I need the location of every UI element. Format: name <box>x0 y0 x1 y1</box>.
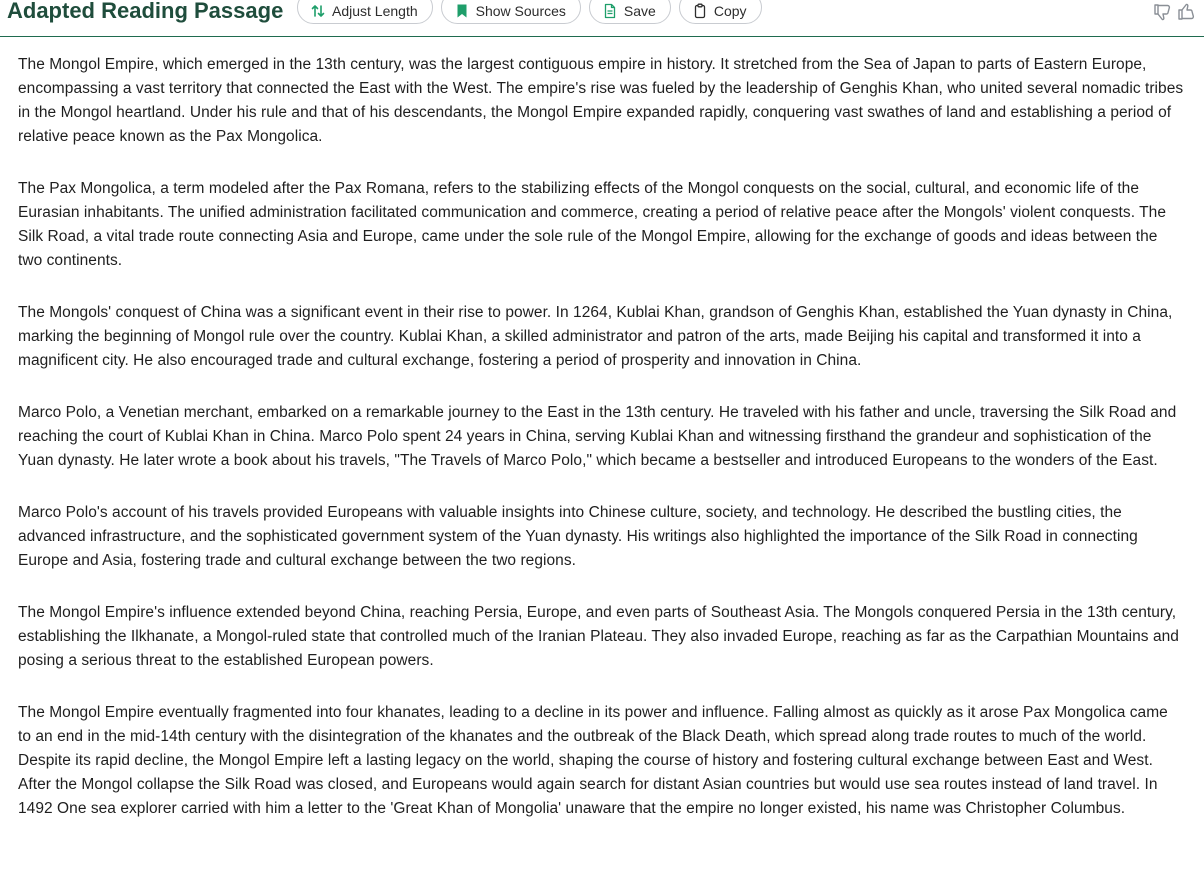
show-sources-label: Show Sources <box>475 2 566 19</box>
passage-paragraph: Marco Polo, a Venetian merchant, embarked on a remarkable journey to the East in the 13th century. He traveled with his father and uncle, traversing the Silk Road and reaching the court of Kublai Khan in China. Marco Polo spent 24 years in China, serving Kublai Khan and witnessing firsthand the grandeur and sophistication of the Yuan dynasty. He later wrote a book about his travels, "The Travels of Marco Polo," which became a bestseller and introduced Europeans to the wonders of the East. <box>18 404 1177 469</box>
passage-header <box>0 0 1204 37</box>
feedback-controls <box>1152 1 1198 23</box>
adjust-length-label: Adjust Length <box>332 2 418 19</box>
copy-button[interactable] <box>679 0 762 24</box>
save-label: Save <box>623 2 656 19</box>
passage-paragraph: The Mongol Empire, which emerged in the 13th century, was the largest contiguous empire in history. It stretched from the Sea of Japan to parts of Eastern Europe, encompassing a vast territory that connected the East with the West. The empire's rise was fueled by the leadership of Genghis Khan, who united several nomadic tribes in the Mongol heartland. Under his rule and that of his descendants, the Mongol Empire expanded rapidly, conquering vast swathes of land and establishing a period of relative peace known as the Pax Mongolica. <box>18 56 1184 145</box>
clipboard-icon <box>692 3 708 19</box>
passage-paragraph: The Pax Mongolica, a term modeled after the Pax Romana, refers to the stabilizing effects of the Mongol conquests on the social, cultural, and economic life of the Eurasian inhabitants. The unified administration facilitated communication and commerce, creating a period of relative peace after the Mongols' violent conquests. The Silk Road, a vital trade route connecting Asia and Europe, came under the sole rule of the Mongol Empire, allowing for the exchange of goods and ideas between the two continents. <box>18 180 1166 269</box>
adjust-length-button[interactable] <box>297 0 433 24</box>
document-icon <box>602 3 618 19</box>
up-down-arrows-icon <box>310 3 326 19</box>
show-sources-button[interactable] <box>441 0 581 24</box>
thumbs-up-icon[interactable] <box>1176 1 1198 23</box>
copy-label: Copy <box>713 2 747 19</box>
page-title: Adapted Reading Passage <box>7 0 284 23</box>
passage-paragraph: The Mongols' conquest of China was a significant event in their rise to power. In 1264, Kublai Khan, grandson of Genghis Khan, established the Yuan dynasty in China, marking the beginning of Mongol rule over the country. Kublai Khan, a skilled administrator and patron of the arts, made Beijing his capital and transformed it into a magnificent city. He also encouraged trade and cultural exchange, fostering a period of prosperity and innovation in China. <box>18 304 1173 369</box>
thumbs-down-icon[interactable] <box>1152 1 1174 23</box>
bookmark-icon <box>454 3 470 19</box>
passage-paragraph: Marco Polo's account of his travels provided Europeans with valuable insights into Chinese culture, society, and technology. He described the bustling cities, the advanced infrastructure, and the sophisticated government system of the Yuan dynasty. His writings also highlighted the importance of the Silk Road in connecting Europe and Asia, fostering trade and cultural exchange between the two regions. <box>18 504 1138 569</box>
save-button[interactable] <box>589 0 671 24</box>
reading-passage <box>18 53 1184 849</box>
passage-paragraph: The Mongol Empire's influence extended beyond China, reaching Persia, Europe, and even parts of Southeast Asia. The Mongols conquered Persia in the 13th century, establishing the Ilkhanate, a Mongol-ruled state that controlled much of the Iranian Plateau. They also invaded Europe, reaching as far as the Carpathian Mountains and posing a serious threat to the established European powers. <box>18 604 1179 669</box>
passage-paragraph: The Mongol Empire eventually fragmented into four khanates, leading to a decline in its power and influence. Falling almost as quickly as it arose Pax Mongolica came to an end in the mid-14th century with the disintegration of the khanates and the outbreak of the Black Death, which spread along trade routes to much of the world. Despite its rapid decline, the Mongol Empire left a lasting legacy on the world, shaping the course of history and fostering cultural exchange between East and West. After the Mongol collapse the Silk Road was closed, and Europeans would again search for distant Asian countries but would use sea routes instead of land travel. In 1492 One sea explorer carried with him a letter to the 'Great Khan of Mongolia' unaware that the empire no longer existed, his name was Christopher Columbus. <box>18 704 1168 817</box>
toolbar <box>297 0 762 24</box>
